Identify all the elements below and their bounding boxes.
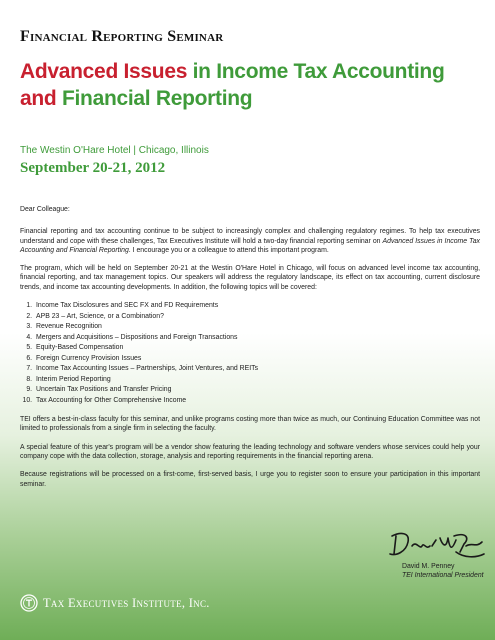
footer-logo bbox=[20, 594, 210, 612]
handwritten-signature bbox=[386, 528, 486, 562]
salutation: Dear Colleague: bbox=[20, 206, 70, 213]
headline-red-2: and bbox=[20, 87, 57, 110]
paragraph-4: A special feature of this year's program will be a vendor show featuring the leading technology and software venders whose services could help your company cope with the data collection, storage, analysis and reporting requirements in the financial reporting arena. bbox=[20, 443, 480, 460]
paragraph-1-end: . I encourage you or a colleague to attend this important program. bbox=[128, 246, 329, 254]
seminar-title: Financial Reporting Seminar bbox=[20, 28, 224, 45]
event-date: September 20-21, 2012 bbox=[20, 160, 166, 176]
headline-green-1: in bbox=[192, 60, 211, 83]
paragraph-2: The program, which will be held on September 20-21 at the Westin O'Hare Hotel in Chicago, will focus on advanced level income tax accounting, financial reporting, and tax management topics. Our speakers will address the regulatory landscape, its effect on tax accounting, current disclosure trends, and income tax accounting developments. In addition, the following topics will be covered: bbox=[20, 265, 480, 291]
list-item: 10. Tax Accounting for Other Comprehensive Income bbox=[34, 396, 480, 407]
headline-red-1: Advanced Issues bbox=[20, 60, 188, 83]
tei-seal-icon bbox=[20, 594, 38, 612]
list-item: 3. Revenue Recognition bbox=[34, 322, 480, 333]
org-name: Tax Executives Institute, Inc. bbox=[43, 595, 210, 610]
list-item: 1. Income Tax Disclosures and SEC FX and FD Requirements bbox=[34, 301, 480, 312]
headline-green-3: Financial Reporting bbox=[61, 87, 253, 110]
headline bbox=[20, 58, 490, 112]
list-item: 2. APB 23 – Art, Science, or a Combination? bbox=[34, 312, 480, 323]
list-item: 8. Interim Period Reporting bbox=[34, 375, 480, 386]
letter-body bbox=[20, 205, 480, 498]
paragraph-1 bbox=[20, 227, 480, 255]
paragraph-3: TEI offers a best-in-class faculty for this seminar, and unlike programs costing more than twice as much, our Continuing Education Committee was not limited to professionals from a single firm in selecting the faculty. bbox=[20, 416, 480, 433]
signatory-name: David M. Penney bbox=[402, 563, 455, 570]
list-item: 7. Income Tax Accounting Issues – Partnerships, Joint Ventures, and REITs bbox=[34, 364, 480, 375]
list-item: 4. Mergers and Acquisitions – Dispositions and Foreign Transactions bbox=[34, 333, 480, 344]
signatory-title: TEI International President bbox=[402, 572, 484, 579]
list-item: 6. Foreign Currency Provision Issues bbox=[34, 354, 480, 365]
paragraph-5: Because registrations will be processed on a first-come, first-served basis, I urge you to register soon to ensure your participation in this important seminar. bbox=[20, 471, 480, 488]
topic-list bbox=[20, 301, 480, 406]
paragraph-1-italic: Advanced Issues in Income Tax Accounting and Financial Reporting bbox=[20, 237, 480, 254]
list-item: 5. Equity-Based Compensation bbox=[34, 343, 480, 354]
paragraph-1-start: Financial reporting and tax accounting continue to be subject to increasingly complex and challenging regulatory regimes. To help tax executives understand and cope with these challenges, Tax Executives Institute will hold a two-day financial reporting seminar on bbox=[20, 228, 480, 245]
headline-green-2: Income Tax Accounting bbox=[216, 60, 445, 83]
list-item: 9. Uncertain Tax Positions and Transfer Pricing bbox=[34, 385, 480, 396]
signature-block bbox=[402, 562, 484, 580]
event-venue: The Westin O'Hare Hotel | Chicago, Illinois bbox=[20, 145, 209, 156]
